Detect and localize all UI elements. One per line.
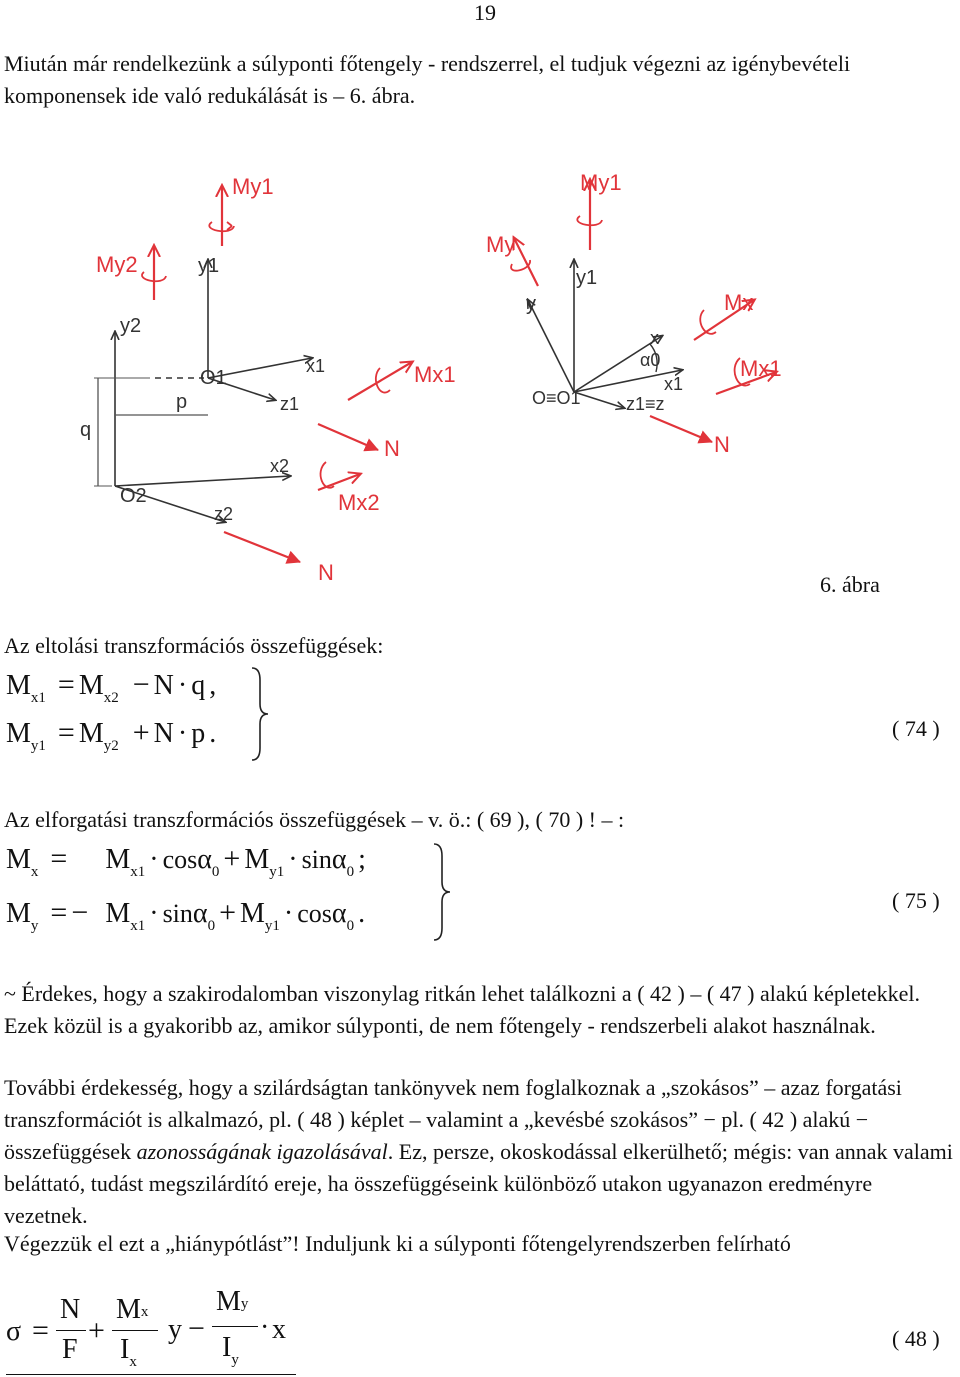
right-z-axis bbox=[574, 392, 624, 408]
left-p-label: p bbox=[176, 391, 188, 413]
eq74-row1-m-sub: x2 bbox=[103, 690, 119, 706]
f48-ix bbox=[120, 1334, 137, 1370]
left-n1-vector bbox=[318, 424, 378, 450]
f48-ix-sub: x bbox=[129, 1354, 137, 1370]
eq74-row2-lhs: M bbox=[6, 718, 31, 749]
right-x1-label: x1 bbox=[664, 374, 684, 394]
f48-x: x bbox=[272, 1314, 286, 1345]
eq75-row1-lhs-sub: x bbox=[30, 864, 39, 880]
shift-equation-row-2 bbox=[6, 716, 266, 756]
eq75-row2-a1-sub: 0 bbox=[207, 918, 216, 934]
eq75-row1-a2-sub: 0 bbox=[346, 864, 355, 880]
eq75-number: ( 75 ) bbox=[892, 888, 940, 913]
eq74-row1-m: M bbox=[78, 670, 104, 701]
left-mx1-label: Mx1 bbox=[414, 362, 456, 387]
remark2-italic: azonosságának igazolásával bbox=[136, 1139, 388, 1164]
remark2-end: . Ez, persze, okoskodással elkerülhető; mégis: van annak valami beláttató, tudást megszilárdító ereje, ha összefüggéseink különböző utakon ugyanazon eredményre vezetnek. bbox=[4, 1139, 953, 1228]
eq75-row1-eq: = bbox=[50, 842, 68, 875]
right-z-label: z1≡z bbox=[626, 394, 665, 414]
eq75-row1-a1: α bbox=[197, 844, 212, 875]
intro-paragraph: Miután már rendelkezünk a súlyponti főtengely - rendszerrel, el tudjuk végezni az igénybevételi komponensek ide való redukálását is – 6. ábra. bbox=[4, 51, 851, 108]
f48-iy-letter: I bbox=[222, 1332, 232, 1363]
f48-dot: · bbox=[260, 1312, 270, 1343]
f48-sigma: σ bbox=[6, 1316, 22, 1347]
eq74-row2-n: N bbox=[153, 718, 174, 749]
formula-48 bbox=[0, 1286, 960, 1377]
eq74-row1-op: − bbox=[132, 668, 150, 701]
right-origin-label: O≡O1 bbox=[532, 388, 581, 408]
eq74-row2-m: M bbox=[78, 718, 104, 749]
f48-frac1-line bbox=[56, 1330, 86, 1331]
f48-iy-sub: y bbox=[231, 1352, 239, 1368]
left-mx2-vector bbox=[318, 474, 360, 490]
f48-underline bbox=[6, 1374, 296, 1375]
f48-my-letter: M bbox=[216, 1286, 241, 1317]
f48-my-sub: y bbox=[240, 1296, 249, 1312]
remark-paragraph-2 bbox=[4, 1072, 954, 1232]
f48-eq: = bbox=[32, 1314, 49, 1347]
eq75-row1-m2: M bbox=[244, 844, 270, 875]
eq74-row2-lhs-sub: y1 bbox=[30, 738, 46, 754]
eq75-row1-m1: M bbox=[105, 844, 131, 875]
eq75-row1-m1-sub: x1 bbox=[130, 864, 146, 880]
f48-mx-letter: M bbox=[116, 1294, 141, 1325]
rotation-equation-row-2 bbox=[6, 896, 446, 936]
eq75-row2-dot2: · bbox=[283, 898, 294, 929]
eq74-number: ( 74 ) bbox=[892, 716, 940, 741]
eq48-number: ( 48 ) bbox=[892, 1326, 940, 1351]
eq75-row2-eq: = bbox=[50, 896, 68, 929]
right-y1-label: y1 bbox=[576, 267, 598, 289]
f48-iy bbox=[222, 1332, 239, 1368]
eq75-brace bbox=[430, 840, 454, 944]
eq75-row2-a1: α bbox=[192, 898, 208, 929]
f48-frac2-line bbox=[112, 1330, 158, 1331]
eq75-row2-fn1: sin bbox=[162, 899, 193, 928]
eq75-row1-lhs: M bbox=[6, 844, 31, 875]
eq75-row1-dot2: · bbox=[288, 844, 298, 875]
eq74-row1-end: , bbox=[209, 670, 217, 701]
eq75-row2-lhs: M bbox=[6, 898, 31, 929]
eq74-row2-dot: · bbox=[177, 718, 188, 749]
eq75-row2-m2: M bbox=[240, 898, 265, 929]
eq74-row2-var: p bbox=[191, 718, 206, 749]
rotation-heading: Az elforgatási transzformációs összefüggések – v. ö.: ( 69 ), ( 70 ) ! – : bbox=[4, 807, 625, 832]
eq75-row2-op: + bbox=[219, 896, 236, 929]
f48-frac3-line bbox=[212, 1326, 258, 1327]
left-n2-vector bbox=[224, 532, 300, 562]
left-x2-label: x2 bbox=[270, 456, 290, 476]
f48-n: N bbox=[60, 1294, 81, 1325]
left-mx1-vector bbox=[348, 362, 412, 400]
left-o2-label: O2 bbox=[120, 485, 147, 507]
f48-plus: + bbox=[88, 1314, 105, 1347]
eq75-row2-fn2: cos bbox=[297, 899, 332, 928]
right-x-label: x bbox=[650, 328, 659, 348]
left-n1-label: N bbox=[384, 436, 400, 461]
eq74-row2-op: + bbox=[132, 716, 150, 749]
rotation-equation-row-1 bbox=[6, 842, 446, 882]
eq75-row1-fn1: cos bbox=[162, 845, 198, 874]
left-z2-label: z2 bbox=[214, 504, 234, 524]
right-mx1-label: Mx1 bbox=[740, 356, 782, 381]
eq75-row2-lhs-sub: y bbox=[30, 918, 39, 934]
eq75-row2-end: . bbox=[358, 898, 366, 929]
left-my1-label: My1 bbox=[232, 174, 274, 199]
remark-paragraph-3: Végezzük el ezt a „hiánypótlást”! Induljunk ki a súlyponti főtengelyrendszerben felírható bbox=[4, 1231, 791, 1256]
eq74-row2-m-sub: y2 bbox=[103, 738, 119, 754]
eq74-row1-lhs: M bbox=[6, 670, 31, 701]
eq75-row2-sign: − bbox=[71, 896, 89, 929]
eq74-brace bbox=[248, 664, 272, 764]
figure-6 bbox=[0, 160, 960, 600]
eq75-row2-a2-sub: 0 bbox=[346, 918, 355, 934]
right-n-vector bbox=[650, 416, 712, 442]
eq75-row1-dot1: · bbox=[149, 844, 159, 875]
shift-equation-row-1 bbox=[6, 668, 266, 708]
eq75-row1-m2-sub: y1 bbox=[269, 864, 285, 880]
left-y2-label: y2 bbox=[120, 315, 142, 337]
left-diagram bbox=[80, 174, 456, 585]
eq74-row1-n: N bbox=[153, 670, 174, 701]
page-number: 19 bbox=[474, 0, 496, 25]
eq74-row1-var: q bbox=[191, 670, 206, 701]
right-my1-label: My1 bbox=[580, 170, 622, 195]
left-y1-label: y1 bbox=[198, 255, 220, 277]
right-my-vector bbox=[514, 238, 538, 286]
eq74-row1-lhs-sub: x1 bbox=[30, 690, 46, 706]
eq75-row1-fn2: sin bbox=[301, 845, 332, 874]
left-my2-label: My2 bbox=[96, 252, 138, 277]
right-y-label: y bbox=[526, 293, 536, 315]
eq75-row1-a2: α bbox=[331, 844, 347, 875]
f48-mx-sub: x bbox=[140, 1304, 149, 1320]
eq74-row2-eq: = bbox=[57, 716, 75, 749]
left-o1-label: O1 bbox=[200, 367, 227, 389]
f48-y: y bbox=[168, 1314, 182, 1345]
remark2-start: További érdekesség, hogy a szilárdságtan tankönyvek nem foglalkoznak a „szokásos” – azaz forgatási transzformációt is alkalmazó, pl. ( 48 ) képlet – valamint a „kevésbé szokásos” − pl. ( 42 ) alakú − összefüggések bbox=[4, 1075, 902, 1164]
eq75-row1-a1-sub: 0 bbox=[211, 864, 220, 880]
eq75-row2-a2: α bbox=[331, 898, 347, 929]
right-diagram bbox=[486, 170, 782, 457]
figure-caption: 6. ábra bbox=[820, 572, 880, 597]
right-mx-label: Mx bbox=[724, 290, 754, 315]
eq74-row1-dot: · bbox=[177, 670, 188, 701]
f48-f: F bbox=[62, 1334, 78, 1365]
left-q-label: q bbox=[80, 419, 92, 441]
eq75-row2-m2-sub: y1 bbox=[264, 918, 280, 934]
eq74-row1-eq: = bbox=[57, 668, 75, 701]
left-x1-label: x1 bbox=[306, 356, 326, 376]
eq75-row1-op: + bbox=[223, 842, 241, 875]
eq75-row2-dot1: · bbox=[149, 898, 159, 929]
f48-ix-letter: I bbox=[120, 1334, 130, 1365]
shift-heading: Az eltolási transzformációs összefüggések: bbox=[4, 633, 384, 658]
eq75-row2-m1-sub: x1 bbox=[130, 918, 146, 934]
eq75-row2-m1: M bbox=[105, 898, 131, 929]
right-my-label: My bbox=[486, 232, 516, 257]
left-n2-label: N bbox=[318, 560, 334, 585]
right-n-label: N bbox=[714, 432, 730, 457]
remark-paragraph-1: ~ Érdekes, hogy a szakirodalomban viszonylag ritkán lehet találkozni a ( 42 ) – ( 47 ) alakú képletekkel. Ezek közül is a gyakoribb az, amikor súlyponti, de nem főtengely - rendszerbeli alakot használnak. bbox=[4, 981, 921, 1038]
f48-mx bbox=[116, 1294, 148, 1326]
f48-my bbox=[216, 1286, 248, 1318]
left-z1-label: z1 bbox=[280, 394, 300, 414]
eq75-row1-end: ; bbox=[358, 844, 366, 875]
eq74-row2-end: . bbox=[209, 718, 217, 749]
f48-minus: − bbox=[188, 1312, 205, 1345]
right-alpha0-label: α0 bbox=[640, 350, 661, 370]
right-my-rotation-icon bbox=[511, 260, 530, 271]
left-mx2-label: Mx2 bbox=[338, 490, 380, 515]
